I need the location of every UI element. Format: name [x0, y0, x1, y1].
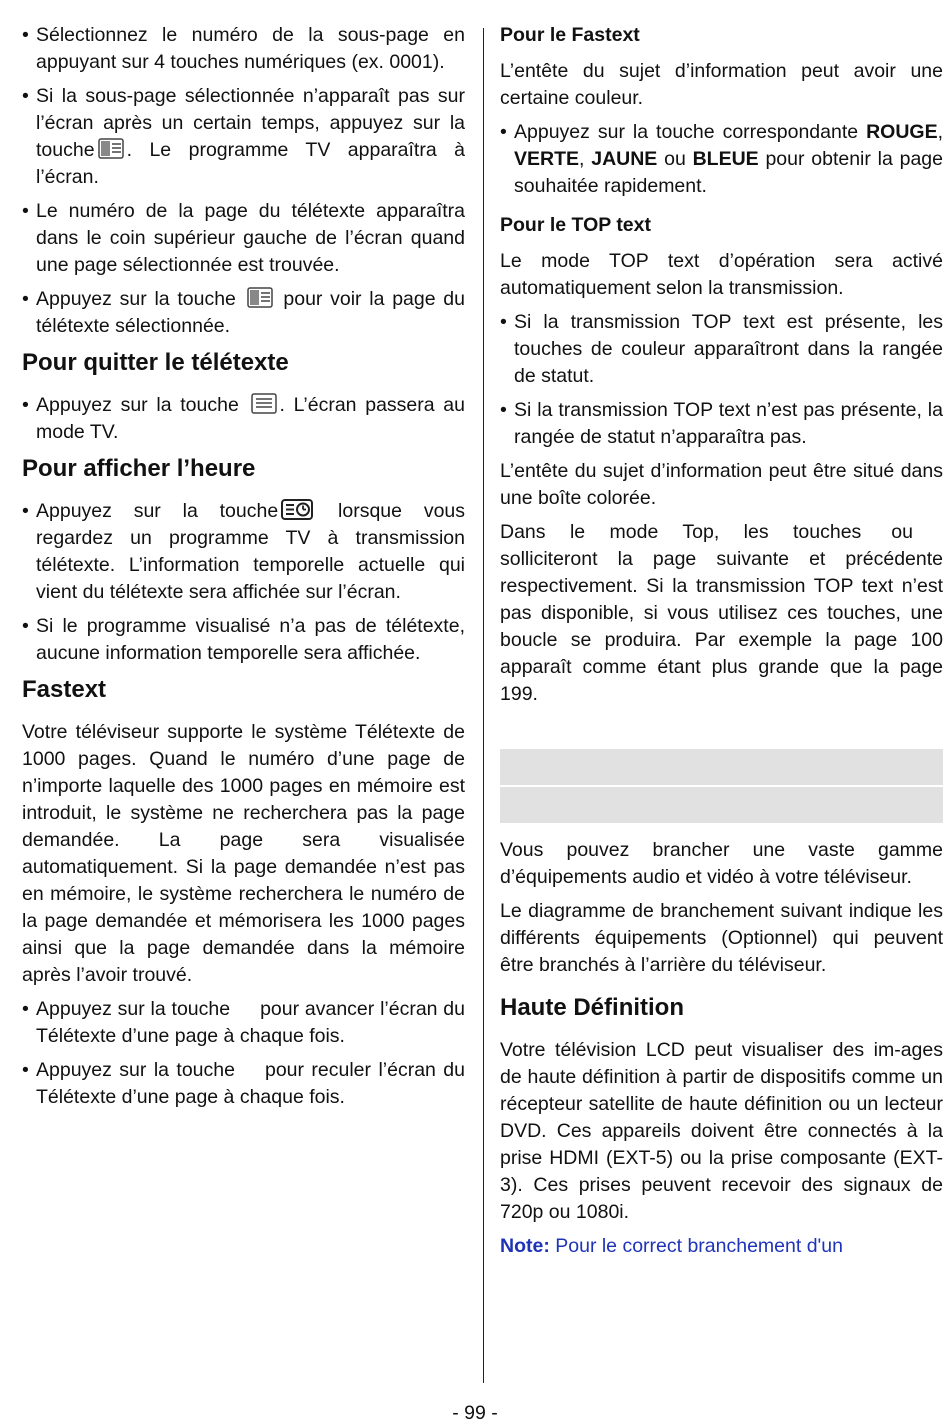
paragraph-text: solliciteront la page suivante et précédente respectivement. Si la transmission TOP text n’est pas disponible, si vous utilisez ces touches, une boucle se produira. Par exemple la page 100 apparaît comme étant plus grande que la page 199.: [500, 548, 943, 705]
paragraph-fastext: Votre téléviseur supporte le système Télétexte de 1000 pages. Quand le numéro d’une page de n’importe laquelle des 1000 pages en mémoire est introduit, le système ne recherchera pas la page demandée. La page sera visualisée automatiquement. Si la page demandée n’est pas en mémoire, le système recherchera le numéro de la page demandée et mémorisera les 1000 pages ainsi que la page demandée dans la mémoire après l’avoir trouvé.: [22, 721, 465, 986]
bullet-text: Appuyez sur la touche: [36, 500, 279, 522]
subheading-fastext: Pour le Fastext: [500, 24, 640, 46]
grey-bar-bottom: [500, 787, 943, 823]
note-text: Pour le correct branchement d'un: [549, 1235, 843, 1257]
separator: ou: [657, 148, 693, 170]
list-item: • Appuyez sur la touche pour voir la page du télétexte sélectionnée.: [22, 288, 465, 337]
bullet-text: lorsque vous regardez un programme TV à transmission télétexte. L’information temporelle actuelle qui vient du télétexte sera affichée sur l’écran.: [36, 500, 466, 603]
time-icon: [281, 499, 313, 520]
list-item: • Si le programme visualisé n’a pas de télétexte, aucune information temporelle sera affichée.: [22, 613, 465, 667]
bullet-text: Si le programme visualisé n’a pas de télétexte, aucune information temporelle sera affichée.: [36, 615, 465, 664]
bullet-text: Si la transmission TOP text n’est pas présente, la rangée de statut n’apparaîtra pas.: [514, 399, 943, 448]
bullet-text: Appuyez sur la touche: [36, 998, 231, 1020]
note: [500, 1233, 943, 1260]
paragraph-top-mode: Le mode TOP text d’opération sera activé automatiquement selon la transmission.: [500, 250, 943, 299]
teletext-mix-icon: [247, 287, 273, 308]
column-divider: [483, 28, 484, 1383]
left-column: [22, 22, 465, 1118]
key-red: ROUGE: [866, 121, 938, 143]
bullet-text: Le numéro de la page du télétexte apparaîtra dans le coin supérieur gauche de l’écran quand une page sélectionnée est trouvée.: [36, 200, 465, 276]
bullet-text: . Le programme TV apparaîtra à l’écran.: [36, 139, 465, 188]
bullet-text: . L’écran passera au mode TV.: [36, 394, 465, 443]
paragraph-top-keys: [500, 519, 943, 708]
bullet-text: Si la transmission TOP text est présente, les touches de couleur apparaîtront dans la rangée de statut.: [514, 311, 943, 387]
bullet-text: pour avancer l’écran du Télétexte d’une page à chaque fois.: [36, 998, 465, 1047]
note-label: Note:: [500, 1235, 550, 1257]
list-item: • Si la sous-page sélectionnée n’apparaît pas sur l’écran après un certain temps, appuyez sur la touche . Le programme TV apparaîtra à l’écran.: [22, 85, 465, 188]
bullet-text: Appuyez sur la touche: [36, 394, 248, 416]
list-item: • Si la transmission TOP text est présente, les touches de couleur apparaîtront dans la rangée de statut.: [500, 309, 943, 390]
bullet-text: pour reculer l’écran du Télétexte d’une page à chaque fois.: [36, 1059, 465, 1108]
list-item: • Si la transmission TOP text n’est pas présente, la rangée de statut n’apparaîtra pas.: [500, 397, 943, 451]
paragraph-connect: Vous pouvez brancher une vaste gamme d’équipements audio et vidéo à votre téléviseur.: [500, 839, 943, 888]
bullet-text: Sélectionnez le numéro de la sous-page en appuyant sur 4 touches numériques (ex. 0001).: [36, 24, 465, 73]
key-yellow: JAUNE: [591, 148, 658, 170]
paragraph-text: ou: [891, 521, 913, 543]
bullet-text: Si la sous-page sélectionnée n’apparaît pas sur l’écran après un certain temps, appuyez sur la touche: [36, 85, 465, 161]
teletext-icon: [251, 393, 277, 414]
bullet-text: Appuyez sur la touche: [36, 288, 244, 310]
separator: ,: [579, 148, 592, 170]
key-blue: BLEUE: [692, 148, 759, 170]
list-item: • Le numéro de la page du télétexte apparaîtra dans le coin supérieur gauche de l’écran quand une page sélectionnée est trouvée.: [22, 198, 465, 279]
heading-quit-teletext: Pour quitter le télétexte: [22, 349, 289, 376]
list-item: • Appuyez sur la touche pour reculer l’écran du Télétexte d’une page à chaque fois.: [22, 1059, 465, 1108]
bullet-text: Appuyez sur la touche correspondante: [514, 121, 867, 143]
paragraph-colored-box: L’entête du sujet d’information peut être situé dans une boîte colorée.: [500, 460, 943, 509]
paragraph-diagram: Le diagramme de branchement suivant indique les différents équipements (Optionnel) qui peuvent être branchés à l’arrière du téléviseur.: [500, 900, 943, 976]
bullet-text: pour obtenir la page souhaitée rapidement.: [514, 148, 943, 197]
heading-fastext: Fastext: [22, 676, 107, 703]
list-item: • Appuyez sur la touche pour avancer l’écran du Télétexte d’une page à chaque fois.: [22, 998, 465, 1047]
right-column: [500, 22, 943, 1267]
bullet-text: Appuyez sur la touche: [36, 1059, 235, 1081]
list-item: • Appuyez sur la touche lorsque vous regardez un programme TV à transmission télétexte. L’information temporelle actuelle qui vient du télétexte sera affichée sur l’écran.: [22, 500, 466, 603]
teletext-mix-icon: [98, 138, 124, 159]
paragraph-text: Dans le mode Top, les touches: [500, 521, 862, 543]
separator: ,: [937, 121, 943, 143]
paragraph-high-definition: Votre télévision LCD peut visualiser des im-ages de haute définition à partir de dispositifs comme un récepteur satellite de haute définition ou un lecteur DVD. Ces appareils doivent être connectés à la prise HDMI (EXT-5) ou la prise composante (EXT-3). Ces prises peuvent recevoir des signaux de 720p ou 1080i.: [500, 1039, 943, 1223]
heading-high-definition: Haute Définition: [500, 994, 684, 1021]
list-item: • Sélectionnez le numéro de la sous-page en appuyant sur 4 touches numériques (ex. 0001).: [22, 22, 465, 76]
bullet-text: pour voir la page du télétexte sélectionnée.: [36, 288, 465, 337]
page-number: - 99 -: [452, 1402, 498, 1424]
list-item: • Appuyez sur la touche . L’écran passera au mode TV.: [22, 394, 465, 443]
list-item: • Appuyez sur la touche correspondante ROUGE, VERTE, JAUNE ou BLEUE pour obtenir la page souhaitée rapidement.: [500, 121, 943, 197]
key-green: VERTE: [514, 148, 580, 170]
heading-show-time: Pour afficher l’heure: [22, 455, 256, 482]
subheading-top-text: Pour le TOP text: [500, 214, 651, 236]
paragraph-header-color: L’entête du sujet d’information peut avoir une certaine couleur.: [500, 60, 943, 109]
grey-bar-top: [500, 749, 943, 785]
